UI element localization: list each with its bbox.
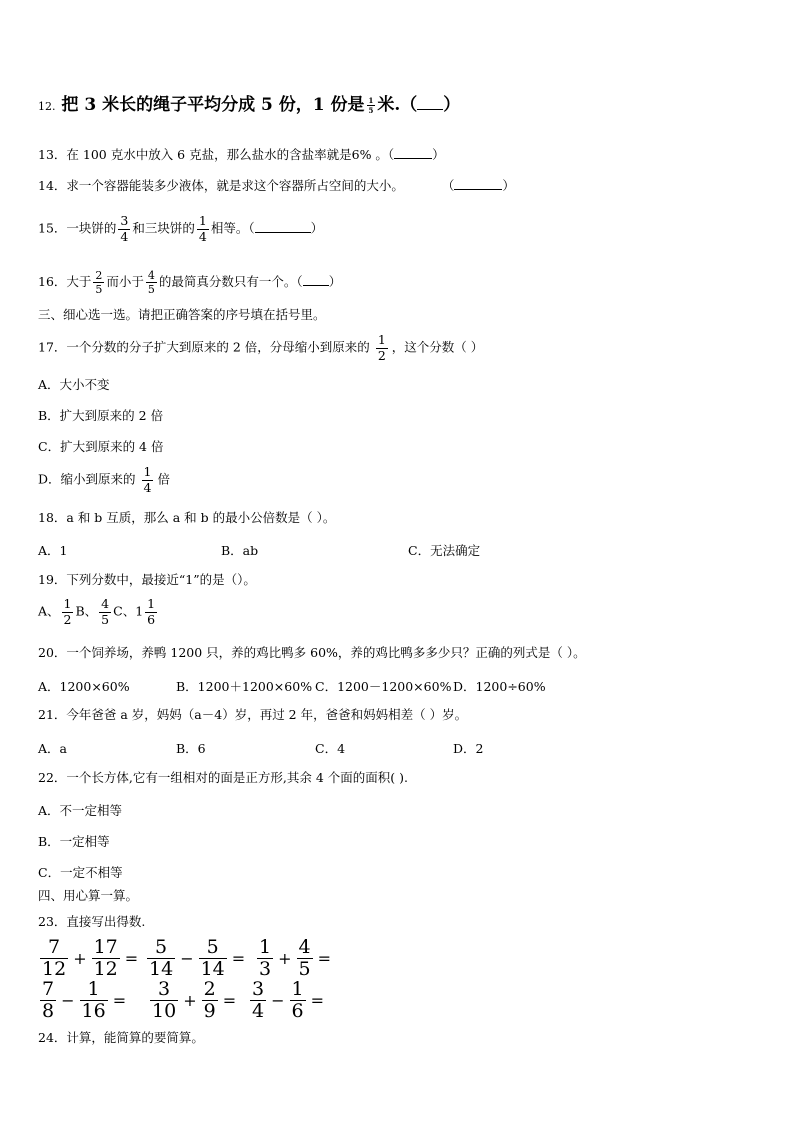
answer-blank[interactable] [454,177,502,190]
question-number: 12. [38,100,56,113]
answer-blank[interactable] [255,220,311,233]
option-b[interactable]: B．ab [221,543,259,558]
fraction: $\frac{2}{5}$ [95,269,103,296]
question-22: 22．一个长方体,它有一组相对的面是正方形,其余 4 个面的面积( ). [38,770,408,785]
option-d[interactable]: D．1200÷60% [453,679,546,694]
option-b[interactable]: B、 [75,603,98,619]
question-24: 24．计算，能简算的要简算。 [38,1030,204,1045]
calc-expression: $\frac{7}{8}$ − $\frac{1}{16}$ = [42,978,127,1022]
question-text: 13．在 100 克水中放入 6 克盐，那么盐水的含盐率就是6% 。（ [38,147,395,162]
fraction: $\frac{1}{2}$ [63,596,72,627]
option-b[interactable]: B．扩大到原来的 2 倍 [38,408,164,423]
option-c[interactable]: C．4 [315,741,346,756]
question-12: 12. 把 3 米长的绳子平均分成 5 份，1 份是 $\frac{1}{5}$ 米.（ ） [38,95,461,115]
fraction: $\frac{1}{4}$ [143,464,152,495]
calc-expression: $\frac{5}{14}$ − $\frac{5}{14}$ = [149,936,246,980]
question-text: 把 3 米长的绳子平均分成 5 份，1 份是 [61,95,365,115]
fraction: $\frac{2}{9}$ [203,978,216,1022]
question-17: 17．一个分数的分子扩大到原来的 2 倍，分母缩小到原来的 $\frac{1}{2}$ ，这个分数（ ） [38,332,484,363]
option-a[interactable]: A．1200×60% [38,679,130,694]
option-d[interactable]: D．缩小到原来的 $\frac{1}{4}$ 倍 [38,464,170,495]
section-heading: 四、用心算一算。 [38,888,139,903]
answer-blank[interactable] [394,146,432,159]
fraction: $\frac{5}{14}$ [149,936,174,980]
option-c[interactable]: C．一定不相等 [38,865,123,880]
calc-expression: $\frac{3}{4}$ − $\frac{1}{6}$ = [252,978,324,1022]
option-a[interactable]: A、 [38,603,60,619]
fraction: $\frac{1}{16}$ [81,978,106,1022]
option-c[interactable]: C．扩大到原来的 4 倍 [38,439,164,454]
question-15: 15．一块饼的 $\frac{3}{4}$ 和三块饼的 $\frac{1}{4}$ 相等。（ ） [38,213,324,244]
fraction: $\frac{1}{6}$ [147,596,156,627]
question-14: 14．求一个容器能装多少液体，就是求这个容器所占空间的大小。 （ ） [38,178,515,193]
fraction: $\frac{5}{14}$ [200,936,225,980]
fraction: $\frac{17}{12}$ [93,936,118,980]
fraction: $\frac{1}{5}$ [368,96,374,115]
option-b[interactable]: B．1200＋1200×60% [176,679,313,694]
fraction: $\frac{7}{8}$ [42,978,55,1022]
question-text: 14．求一个容器能装多少液体，就是求这个容器所占空间的大小。 [38,178,404,193]
question-16: 16．大于 $\frac{2}{5}$ 而小于 $\frac{4}{5}$ 的最简真分数只有一个。（ ） [38,269,342,296]
option-b[interactable]: B．6 [176,741,206,756]
option-c[interactable]: C．无法确定 [408,543,481,558]
question-20: 20．一个饲养场，养鸭 1200 只，养的鸡比鸭多 60%，养的鸡比鸭多多少只？正确的列式是（ ）。 [38,645,586,660]
option-a[interactable]: A．a [38,741,67,756]
calc-expression: $\frac{3}{10}$ + $\frac{2}{9}$ = [152,978,237,1022]
question-19: 19．下列分数中，最接近“1”的是（）。 [38,572,256,587]
fraction: $\frac{3}{10}$ [152,978,177,1022]
question-text: 米.（ [377,95,418,115]
fraction: $\frac{4}{5}$ [298,936,311,980]
fraction: $\frac{1}{6}$ [291,978,304,1022]
answer-blank[interactable] [303,273,329,286]
question-21: 21．今年爸爸 a 岁，妈妈（a－4）岁，再过 2 年，爸爸和妈妈相差（ ）岁。 [38,707,468,722]
fraction: $\frac{7}{12}$ [42,936,67,980]
option-b[interactable]: B．一定相等 [38,834,110,849]
fraction: $\frac{3}{4}$ [120,213,129,244]
option-d[interactable]: D．2 [453,741,484,756]
question-23: 23．直接写出得数. [38,914,146,929]
fraction: $\frac{1}{4}$ [198,213,207,244]
fraction: $\frac{4}{5}$ [101,596,110,627]
calc-expression: $\frac{1}{3}$ + $\frac{4}{5}$ = [259,936,331,980]
question-19-options [38,598,159,626]
option-a[interactable]: A．不一定相等 [38,803,123,818]
option-c[interactable]: C．1200－1200×60% [315,679,452,694]
option-a[interactable]: A．1 [38,543,68,558]
question-18: 18．a 和 b 互质，那么 a 和 b 的最小公倍数是（ ）。 [38,510,336,525]
option-a[interactable]: A．大小不变 [38,377,110,392]
section-heading: 三、细心选一选。请把正确答案的序号填在括号里。 [38,307,326,322]
fraction: $\frac{1}{2}$ [377,332,386,363]
option-c[interactable]: C、1 [113,603,144,619]
question-13: 13．在 100 克水中放入 6 克盐，那么盐水的含盐率就是6% 。（ ） [38,147,445,162]
fraction: $\frac{1}{3}$ [259,936,272,980]
fraction: $\frac{4}{5}$ [147,269,155,296]
answer-blank[interactable] [417,97,443,110]
calc-expression: $\frac{7}{12}$ + $\frac{17}{12}$ = [42,936,139,980]
fraction: $\frac{3}{4}$ [252,978,265,1022]
